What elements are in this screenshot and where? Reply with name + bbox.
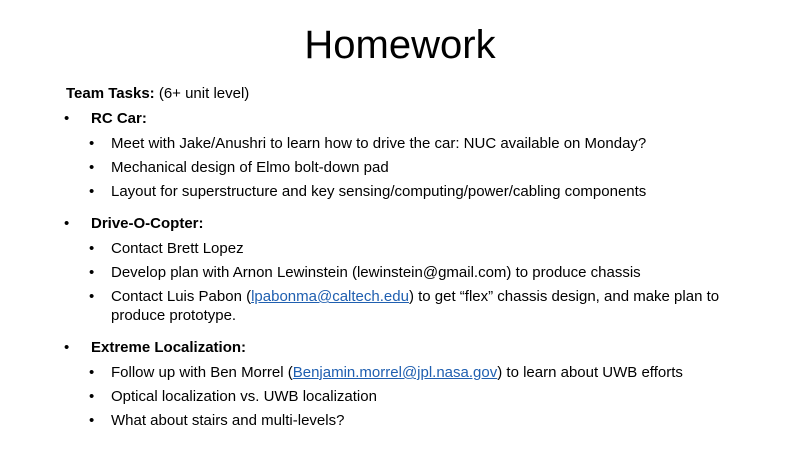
item-text: Develop plan with Arnon Lewinstein (lewinstein@gmail.com) to produce chassis xyxy=(111,264,641,281)
list-item xyxy=(0,363,800,382)
task-sections xyxy=(0,109,800,435)
section-heading: RC Car: xyxy=(91,110,147,127)
bullet-icon: • xyxy=(89,288,95,305)
item-text-pre: Contact Luis Pabon ( xyxy=(111,288,252,305)
email-link-lpabonma[interactable]: lpabonma@caltech.edu xyxy=(251,288,409,305)
item-text-pre: Follow up with Ben Morrel ( xyxy=(111,364,293,381)
list-item xyxy=(0,239,800,258)
bullet-icon: • xyxy=(89,135,95,152)
section-heading: Extreme Localization: xyxy=(91,339,247,356)
item-text: What about stairs and multi-levels? xyxy=(111,412,345,429)
bullet-icon: • xyxy=(89,364,95,381)
slide-title: Homework xyxy=(304,23,496,67)
team-tasks-label: Team Tasks: xyxy=(66,85,155,102)
item-text: Mechanical design of Elmo bolt-down pad xyxy=(111,159,389,176)
list-item xyxy=(0,387,800,406)
list-item xyxy=(0,158,800,177)
list-item xyxy=(0,134,800,153)
section-heading: Drive-O-Copter: xyxy=(91,215,204,232)
section-drive-o-copter xyxy=(0,214,800,325)
bullet-icon: • xyxy=(64,215,70,232)
team-tasks-intro xyxy=(66,84,249,104)
email-link-benjamin-morrel[interactable]: Benjamin.morrel@jpl.nasa.gov xyxy=(292,364,498,381)
section-heading-row xyxy=(0,338,800,358)
section-heading-row xyxy=(0,109,800,129)
section-items xyxy=(0,134,800,201)
team-tasks-note: (6+ unit level) xyxy=(158,85,250,102)
list-item xyxy=(0,411,800,430)
bullet-icon: • xyxy=(89,264,95,281)
section-rc-car xyxy=(0,109,800,201)
bullet-icon: • xyxy=(89,240,95,257)
list-item xyxy=(0,287,800,325)
section-extreme-localization xyxy=(0,338,800,430)
section-items xyxy=(0,239,800,325)
bullet-icon: • xyxy=(89,183,95,200)
section-items xyxy=(0,363,800,430)
bullet-icon: • xyxy=(89,159,95,176)
item-text: Contact Brett Lopez xyxy=(111,240,244,257)
section-heading-row xyxy=(0,214,800,234)
bullet-icon: • xyxy=(89,412,95,429)
bullet-icon: • xyxy=(64,110,70,127)
item-text-post: ) to learn about UWB efforts xyxy=(497,364,683,381)
list-item xyxy=(0,263,800,282)
item-text: Optical localization vs. UWB localization xyxy=(111,388,377,405)
bullet-icon: • xyxy=(64,339,70,356)
item-text-post: ) to get “flex” chassis design, and make plan to produce prototype. xyxy=(111,288,720,324)
list-item xyxy=(0,182,800,201)
item-text: Layout for superstructure and key sensing/computing/power/cabling components xyxy=(111,183,647,200)
bullet-icon: • xyxy=(89,388,95,405)
item-text: Meet with Jake/Anushri to learn how to drive the car: NUC available on Monday? xyxy=(111,135,647,152)
